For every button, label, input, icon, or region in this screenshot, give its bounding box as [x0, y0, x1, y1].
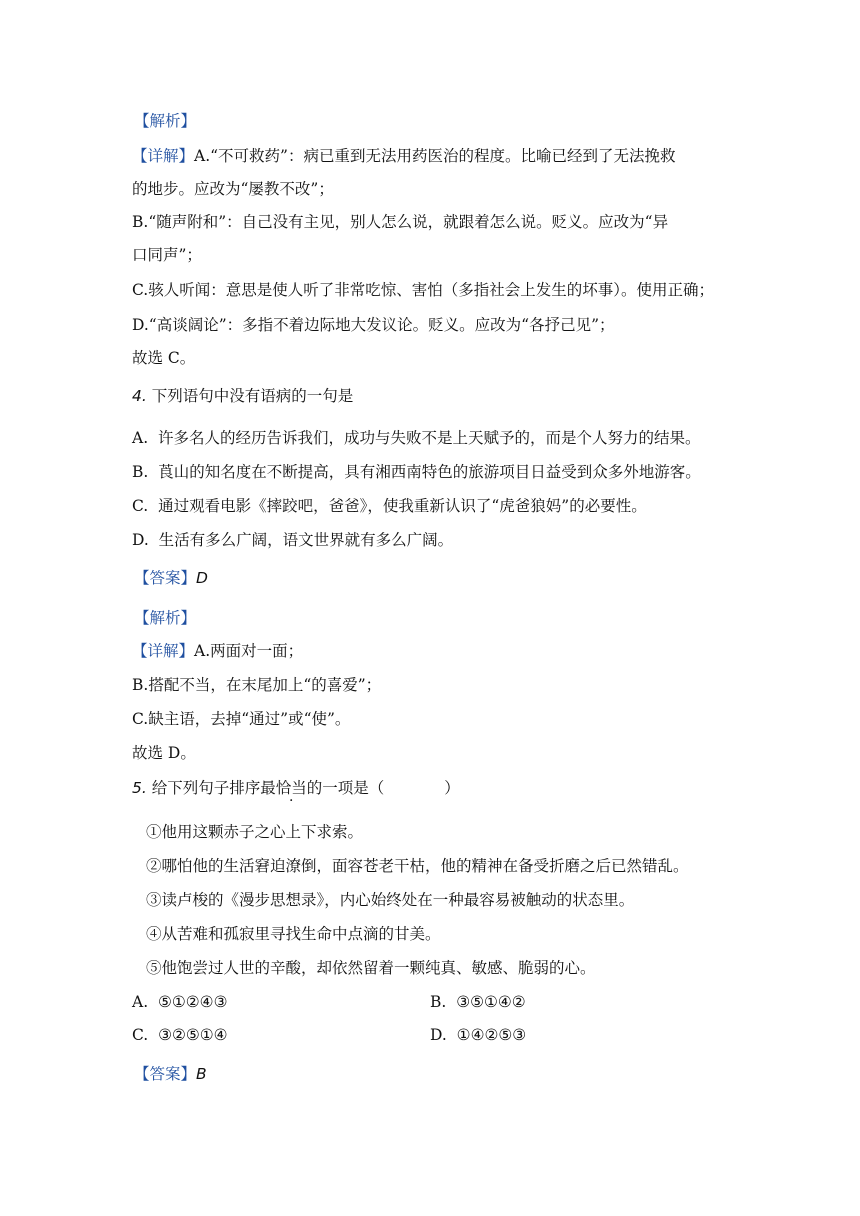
option-b-explanation-2: 口同声”；: [132, 246, 202, 264]
detail-line: [132, 641, 303, 661]
conclusion: 故选 C。: [132, 349, 196, 367]
sentence-2: ②哪怕他的生活窘迫潦倒，面容苍老干枯，他的精神在备受折磨之后已然错乱。: [146, 857, 689, 875]
option-letter: B.: [430, 993, 447, 1011]
answer-line: [134, 1064, 207, 1084]
option-c: [132, 1025, 228, 1045]
sentence-3: ③读卢梭的《漫步思想录》，内心始终处在一种最容易被触动的状态里。: [146, 891, 635, 909]
option-b: [132, 462, 701, 482]
question-text-1: 给下列句子排序最: [151, 779, 276, 797]
sentence-5: ⑤他饱尝过人世的辛酸，却依然留着一颗纯真、敏感、脆弱的心。: [146, 959, 596, 977]
answer-value: B: [196, 1065, 207, 1083]
question-5-stem: [132, 778, 460, 798]
answer-tag: 【答案】: [134, 569, 197, 587]
option-b: [430, 992, 526, 1012]
option-letter: A.: [132, 993, 149, 1011]
option-c: [132, 496, 647, 516]
option-letter: D.: [132, 531, 149, 549]
answer-tag: 【答案】: [134, 1065, 197, 1083]
option-text: 莨山的知名度在不断提高，具有湘西南特色的旅游项目日益受到众多外地游客。: [158, 463, 701, 481]
option-d: [430, 1025, 526, 1045]
detail-tag: 【详解】: [132, 147, 195, 165]
sentence-4: ④从苦难和孤寂里寻找生命中点滴的甘美。: [146, 925, 441, 943]
option-b-explanation-1: B.“随声附和”：自己没有主见，别人怎么说，就跟着怎么说。贬义。应改为“异: [132, 213, 669, 231]
option-text: 生活有多么广阔，语文世界就有多么广阔。: [158, 531, 454, 549]
option-text: ①④②⑤③: [456, 1026, 527, 1044]
option-text: 许多名人的经历告诉我们，成功与失败不是上天赋予的，而是个人努力的结果。: [157, 429, 701, 447]
option-letter: B.: [132, 463, 149, 481]
analysis-tag: 【解析】: [134, 112, 197, 130]
answer-value: D: [196, 569, 208, 587]
option-text: ⑤①②④③: [157, 993, 228, 1011]
answer-line: [134, 568, 208, 588]
option-text: ③⑤①④②: [456, 993, 526, 1011]
option-c-explanation: C.骇人听闻：意思是使人听了非常吃惊、害怕（多指社会上发生的坏事）。使用正确；: [132, 281, 714, 299]
question-number: 4.: [132, 387, 147, 405]
option-letter: D.: [430, 1026, 447, 1044]
option-letter: C.: [132, 1026, 149, 1044]
option-d-explanation: D.“高谈阔论”：多指不着边际地大发议论。贬义。应改为“各抒己见”；: [132, 316, 615, 334]
option-d: [132, 530, 453, 550]
question-number: 5.: [132, 779, 147, 797]
question-text: 下列语句中没有语病的一句是: [151, 387, 354, 405]
option-text: 通过观看电影《摔跤吧，爸爸》，使我重新认识了“虎爸狼妈”的必要性。: [158, 497, 647, 515]
detail-b: B.搭配不当，在末尾加上“的喜爱”；: [132, 676, 382, 694]
emphasis-text: 恰当: [275, 779, 307, 797]
option-a: [132, 992, 227, 1012]
question-4-stem: [132, 386, 353, 406]
detail-tag: 【详解】: [132, 642, 195, 660]
option-letter: A.: [132, 429, 149, 447]
conclusion: 故选 D。: [132, 744, 196, 762]
question-close: ）: [444, 779, 460, 797]
option-letter: C.: [132, 497, 149, 515]
question-text-2: 的一项是（: [306, 779, 385, 797]
detail-line-1: [132, 146, 676, 166]
detail-text: A.“不可救药”：病已重到无法用药医治的程度。比喻已经到了无法挽救: [194, 147, 676, 165]
detail-c: C.缺主语，去掉“通过”或“使”。: [132, 710, 351, 728]
analysis-tag: 【解析】: [134, 609, 197, 627]
option-a: [132, 428, 701, 448]
sentence-1: ①他用这颗赤子之心上下求索。: [146, 823, 364, 841]
detail-line-2: 的地步。应改为“屡教不改”；: [132, 180, 334, 198]
detail-text: A.两面对一面；: [194, 642, 304, 660]
option-text: ③②⑤①④: [158, 1026, 228, 1044]
